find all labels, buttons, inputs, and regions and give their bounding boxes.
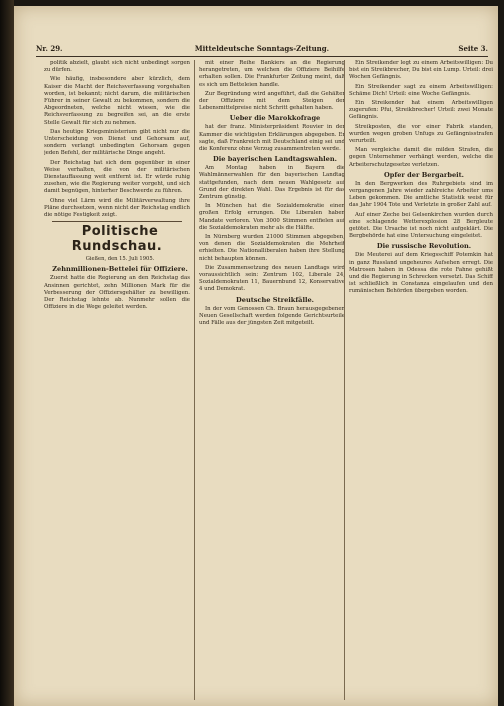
paragraph: Die Meuterei auf dem Kriegsschiff Potemkin hat in ganz Russland ungeheures Aufsehen erregt. Die Matrosen haben in Odessa die rote Fahne gehißt und die Regierung in Schrecken versetzt. Das Schiff ist schließlich in Constanza eingelaufen und den rumänischen Behörden übergeben worden.	[349, 252, 493, 295]
article-heading: Die russische Revolution.	[376, 242, 472, 251]
article-heading: Opfer der Bergarbeit.	[384, 170, 464, 179]
paragraph: In der vom Genossen Ch. Braun herausgegebenen Neuen Gesellschaft werden folgende Gerichtsurteile und Fälle aus der jüngsten Zeit mitgeteilt.	[199, 305, 345, 327]
article-heading: Zehnmillionen-Bettelei für Offiziere.	[52, 265, 188, 274]
column-left	[44, 60, 190, 700]
column-middle	[194, 60, 345, 700]
book-spine	[0, 0, 14, 706]
paragraph: In den Bergwerken des Ruhrgebiets sind im vergangenen Jahre wieder zahlreiche Arbeiter ums Leben gekommen. Die amtliche Statistik weist für das Jahr 1904 Tote und Verletzte in großer Zahl auf.	[349, 180, 493, 209]
column-right	[344, 60, 493, 700]
paragraph: Das heutige Kriegsministerium gibt nicht nur die Unterscheidung von Dienst und Gehorsam auf, sondern verlangt unbedingten Gehorsam gegen jeden Befehl, der militärische Dinge angeht.	[44, 128, 190, 157]
paragraph: Man vergleiche damit die milden Strafen, die gegen Unternehmer verhängt werden, welche die Arbeiterschutzgesetze verletzen.	[349, 147, 493, 168]
paragraph: Ein Streikender hat einem Arbeitswilligen zugerufen: Pfui, Streikbrecher! Urteil: zwei Monate Gefängnis.	[349, 100, 493, 121]
article-heading: Ueber die Marokkofrage	[229, 114, 321, 123]
paragraph: Der Reichstag hat sich dem gegenüber in einer Weise verhalten, die von der militärischen Dienstauffassung weit entfernt ist. Er würde ruhig zusehen, wie die Regierung weiter vorgeht, und sich damit begnügen, hinterher Beschwerde zu führen.	[44, 159, 190, 195]
paragraph: Streikposten, die vor einer Fabrik standen, wurden wegen groben Unfugs zu Gefängnisstrafen verurteilt.	[349, 123, 493, 145]
paragraph: Ein Streikender sagt zu einem Arbeitswilligen: Schäme Dich! Urteil: eine Woche Gefängnis.	[349, 83, 493, 97]
paragraph: In Nürnberg wurden 21000 Stimmen abgegeben, von denen die Sozialdemokraten die Mehrheit erhielten. Die Nationalliberalen haben ihre Stellung nicht behaupten können.	[199, 234, 345, 262]
article-heading: Die bayerischen Landtagswahlen.	[213, 155, 337, 164]
issue-number: Nr. 29.	[36, 44, 63, 53]
paragraph: Zuerst hatte die Regierung an den Reichstag das Ansinnen gerichtet, zehn Millionen Mark für die Verbesserung der Offiziersgehälter zu bewilligen. Der Reichstag lehnte ab. Nunmehr sollen die Offiziere in die Wege geleitet werden.	[44, 275, 190, 311]
page-header	[36, 44, 488, 57]
dateline: Gießen, den 15. Juli 1905.	[85, 256, 155, 263]
masthead-title: Mitteldeutsche Sonntags-Zeitung.	[194, 44, 330, 53]
divider	[52, 221, 182, 222]
paragraph: Auf einer Zeche bei Gelsenkirchen wurden durch eine schlagende Wetterexplosion 28 Bergleute getötet. Die Ursache ist noch nicht aufgeklärt. Die Bergbehörde hat eine Untersuchung eingeleitet.	[349, 211, 493, 240]
section-heading: Politische Rundschau.	[71, 224, 163, 255]
paragraph: Ohne viel Lärm wird die Militärverwaltung ihre Pläne durchsetzen, wenn nicht der Reichstag endlich die nötige Festigkeit zeigt.	[44, 197, 190, 219]
paragraph: hat der franz. Ministerpräsident Rouvier in der Kammer die wichtigsten Erklärungen abgegeben. Er sagte, daß Frankreich mit Deutschland einig sei und die Konferenz ohne Verzug zusammentreten werde.	[199, 124, 345, 153]
paragraph: Wie häufig, insbesondere aber kürzlich, dem Kaiser die Macht der Reichsverfassung vorgehalten worden, ist bekannt; nicht darum, die militärischen Führer in seiner Gewalt zu bekommen, sondern die Abgeordneten, welche nicht wissen, wie die Reichsverfassung zu begreifen sei, an die erste Stelle Gewalt für sich zu nehmen.	[44, 76, 190, 126]
newspaper-page	[14, 6, 498, 706]
paragraph: politik abzielt, glaubt sich nicht unbedingt sorgen zu dürfen.	[44, 60, 190, 74]
paragraph: Zur Begründung wird angeführt, daß die Gehälter der Offiziere mit dem Steigen der Lebensmittelpreise nicht Schritt gehalten haben.	[199, 90, 345, 112]
paragraph: Am Montag haben in Bayern die Wahlmännerwahlen für den bayerischen Landtag stattgefunden, nach dem neuen Wahlgesetz auf Grund der direkten Wahl. Das Ergebnis ist für das Zentrum günstig.	[199, 165, 345, 201]
paragraph: mit einer Reihe Bankiers an die Regierung herangetreten, um welchen die Offiziere Beihilfe erhalten sollen. Die Frankfurter Zeitung meint, daß es sich um Betteleien handle.	[199, 60, 345, 88]
paragraph: Ein Streikender legt zu einem Arbeitswilligen: Du bist ein Streikbrecher, Du bist ein Lump. Urteil: drei Wochen Gefängnis.	[349, 60, 493, 81]
paragraph: In München hat die Sozialdemokratie einen großen Erfolg errungen. Die Liberalen haben Mandate verloren. Von 3000 Stimmen entfielen auf die Sozialdemokraten mehr als die Hälfte.	[199, 203, 345, 231]
page-number: Seite 3.	[458, 44, 488, 53]
article-heading: Deutsche Streikfälle.	[236, 295, 314, 304]
paragraph: Die Zusammensetzung des neuen Landtags wird voraussichtlich sein: Zentrum 102, Liberale 24, Sozialdemokraten 11, Bauernbund 12, Konservative 4 und Demokrat.	[199, 264, 345, 293]
